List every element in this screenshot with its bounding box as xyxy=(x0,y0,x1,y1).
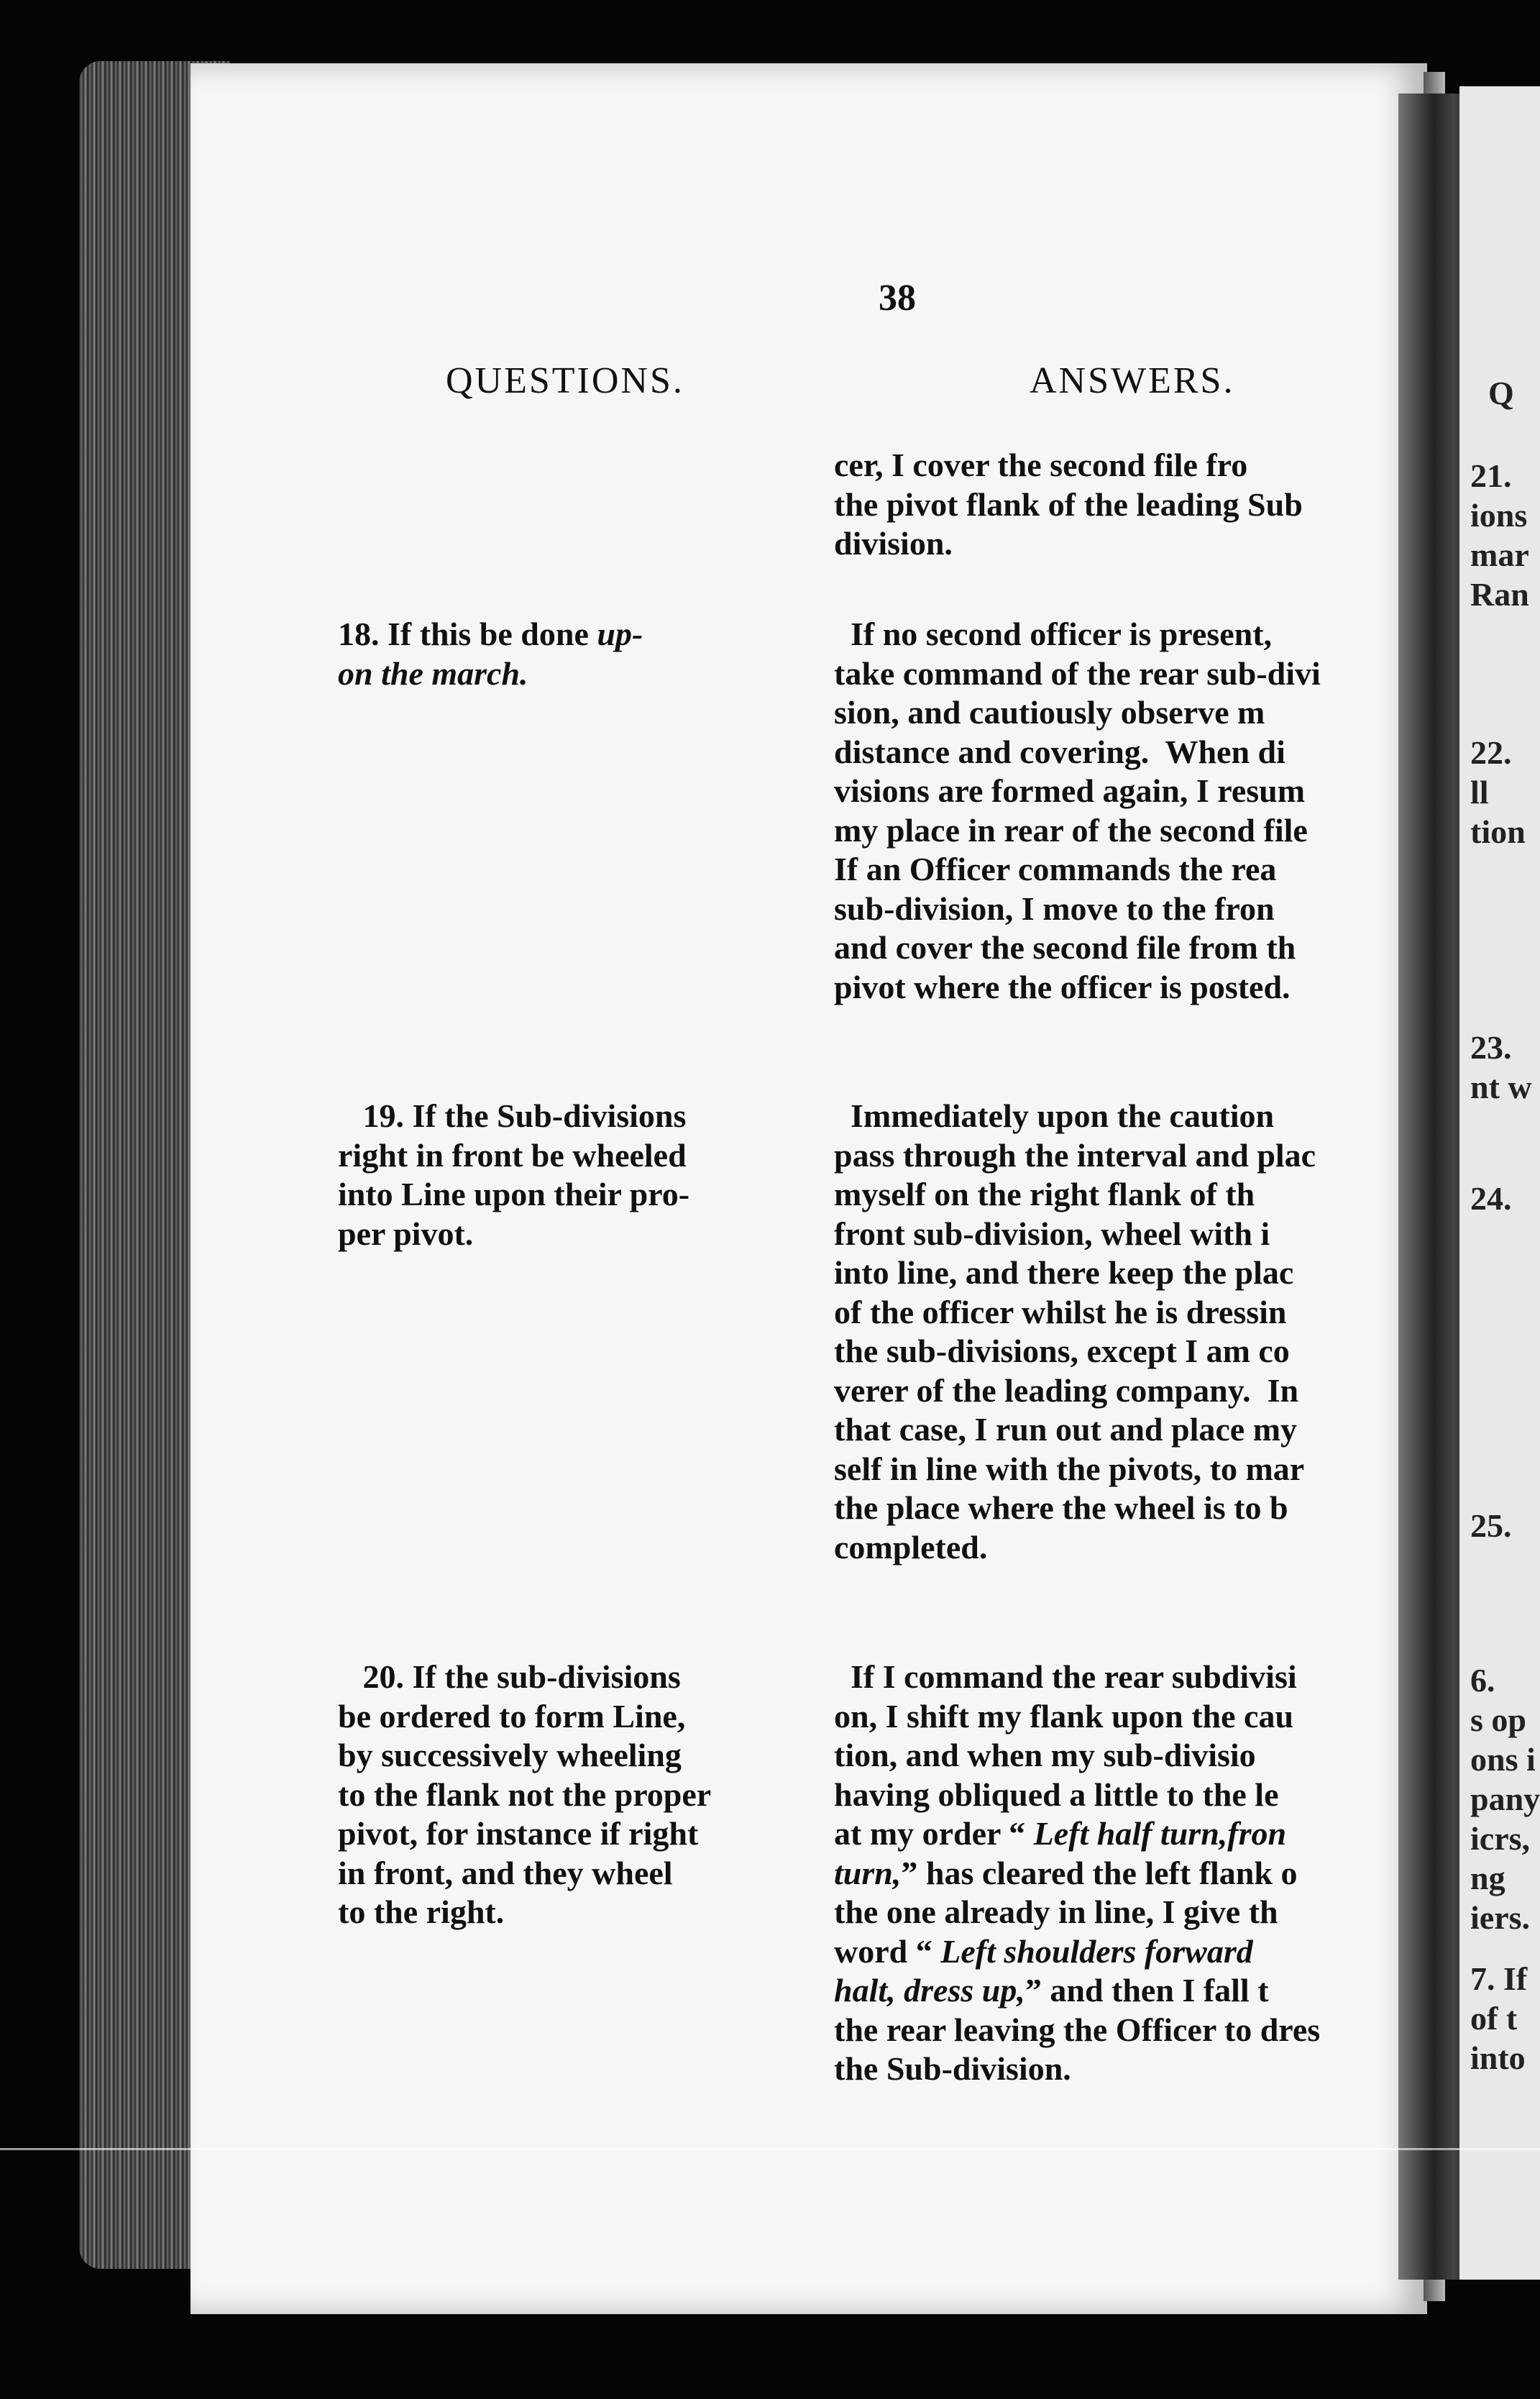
questions-heading: QUESTIONS. xyxy=(446,360,684,401)
answer-20-italic-part: Left shoulders forward halt, dress up, xyxy=(834,1932,1253,2009)
answer-20-part: ” and then I fall t the rear leaving the Officer to dres the Sub-division. xyxy=(834,1972,1321,2087)
question-18-italic: up- on the march. xyxy=(338,616,643,692)
next-page-text: ons i xyxy=(1470,1741,1536,1778)
answers-heading: ANSWERS. xyxy=(1030,360,1235,401)
next-page-text: 21. xyxy=(1470,457,1512,494)
question-18 xyxy=(338,615,798,693)
next-page-text: tion xyxy=(1470,813,1526,850)
question-19: 19. If the Sub-divisions right in front be wheeled into Line upon their pro- per pivot. xyxy=(338,1097,690,1252)
answer-18: If no second officer is present, take command of the rear sub-divi sion, and cautiously observe m distance and covering. When di visions are formed again, I resum my place in rear of the second file If an Officer commands the rea sub-division, I move to the fron and cover the second file from th pivot where the officer is posted. xyxy=(834,616,1321,1005)
next-page-text: ions xyxy=(1470,497,1528,534)
next-page-text: Q xyxy=(1488,375,1514,411)
answer-20-part: If I command the rear subdivisi on, I shift my flank upon the cau tion, and when my sub-divisio having obliqued a little to the le at my order “ xyxy=(834,1658,1297,1852)
next-page-text: pany xyxy=(1470,1781,1540,1817)
next-page-text: 23. xyxy=(1470,1029,1512,1066)
next-page-text: s op xyxy=(1470,1701,1526,1738)
scan-line xyxy=(0,2148,1540,2150)
next-page-text: iers. xyxy=(1470,1899,1531,1936)
next-page-text: 6. xyxy=(1470,1662,1495,1699)
next-page-text: Ran xyxy=(1470,576,1529,613)
next-page-text: of t xyxy=(1470,2000,1518,2037)
next-page-text: icrs, xyxy=(1470,1820,1531,1857)
next-page-text: into xyxy=(1470,2039,1526,2076)
next-page-text: ng xyxy=(1470,1860,1505,1896)
answer-continuation: cer, I cover the second file fro the pivot flank of the leading Sub division. xyxy=(834,447,1303,562)
answer-19: Immediately upon the caution pass through the interval and plac myself on the right flank of th front sub-division, wheel with i into line, and there keep the plac of the officer whilst he is dressin the sub-divisions, except I am co verer of the leading company. In that case, I run out and place my self in line with the pivots, to mar the place where the wheel is to b completed. xyxy=(834,1097,1316,1566)
page-number: 38 xyxy=(879,278,916,319)
answer-20-italic-part: Left half turn,fron turn, xyxy=(834,1815,1287,1891)
next-page-text: ll xyxy=(1470,774,1489,810)
question-18-text: 18. If this be done xyxy=(338,616,597,652)
next-page-text: 25. xyxy=(1470,1507,1512,1544)
next-page-fragment xyxy=(1459,86,1540,2280)
question-20: 20. If the sub-divisions be ordered to form Line, by successively wheeling to the flank not the proper pivot, for instance if right in front, and they wheel to the right. xyxy=(338,1658,712,1930)
next-page-text: mar xyxy=(1470,536,1529,573)
next-page-text: 24. xyxy=(1470,1180,1512,1217)
answer-20-part: ” has cleared the left flank o the one already in line, I give th word “ xyxy=(834,1854,1298,1970)
next-page-text: nt w xyxy=(1470,1069,1532,1105)
next-page-text: 22. xyxy=(1470,734,1512,771)
answer-20 xyxy=(834,1658,1424,2089)
next-page-text: 7. If xyxy=(1470,1960,1528,1997)
